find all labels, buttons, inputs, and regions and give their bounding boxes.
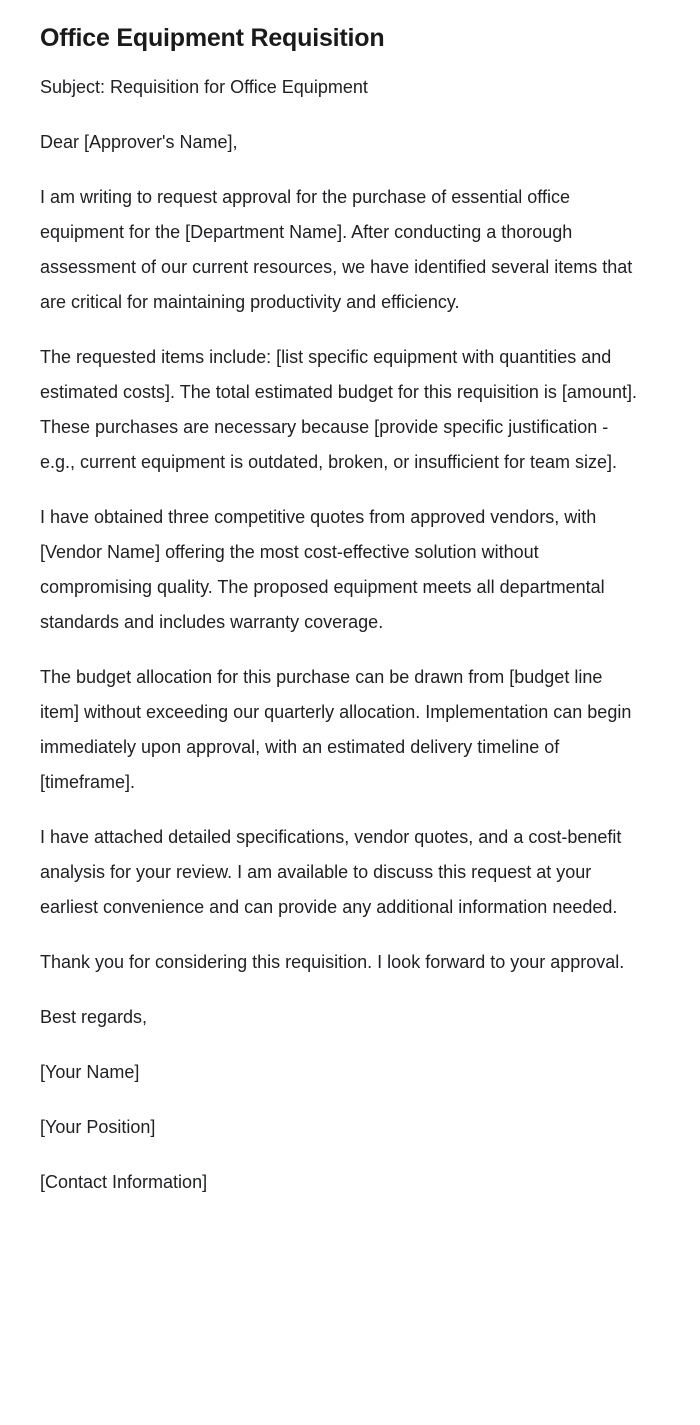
- document-body: [40, 70, 640, 1200]
- body-paragraph-4: The budget allocation for this purchase can be drawn from [budget line item] without exceeding our quarterly allocation. Implementation can begin immediately upon approval, with an estimated delivery timeline of [timeframe].: [40, 667, 632, 792]
- salutation-line: Dear [Approver's Name],: [40, 132, 238, 152]
- signature-name: [Your Name]: [40, 1062, 140, 1082]
- body-paragraph-5: I have attached detailed specifications, vendor quotes, and a cost-benefit analysis for your review. I am available to discuss this request at your earliest convenience and can provide any additional information needed.: [40, 827, 622, 917]
- body-paragraph-1: I am writing to request approval for the purchase of essential office equipment for the [Department Name]. After conducting a thorough assessment of our current resources, we have identified several items that are critical for maintaining productivity and efficiency.: [40, 187, 633, 312]
- closing-line: Best regards,: [40, 1007, 148, 1027]
- body-paragraph-2: The requested items include: [list specific equipment with quantities and estimated costs]. The total estimated budget for this requisition is [amount]. These purchases are necessary because [provide specific justification - e.g., current equipment is outdated, broken, or insufficient for team size].: [40, 347, 637, 472]
- body-paragraph-3: I have obtained three competitive quotes from approved vendors, with [Vendor Name] offering the most cost-effective solution without compromising quality. The proposed equipment meets all departmental standards and includes warranty coverage.: [40, 507, 605, 632]
- body-paragraph-6: Thank you for considering this requisition. I look forward to your approval.: [40, 952, 625, 972]
- signature-position: [Your Position]: [40, 1117, 156, 1137]
- signature-contact: [Contact Information]: [40, 1172, 208, 1192]
- page-title: Office Equipment Requisition: [40, 24, 385, 52]
- subject-line: Subject: Requisition for Office Equipment: [40, 77, 368, 97]
